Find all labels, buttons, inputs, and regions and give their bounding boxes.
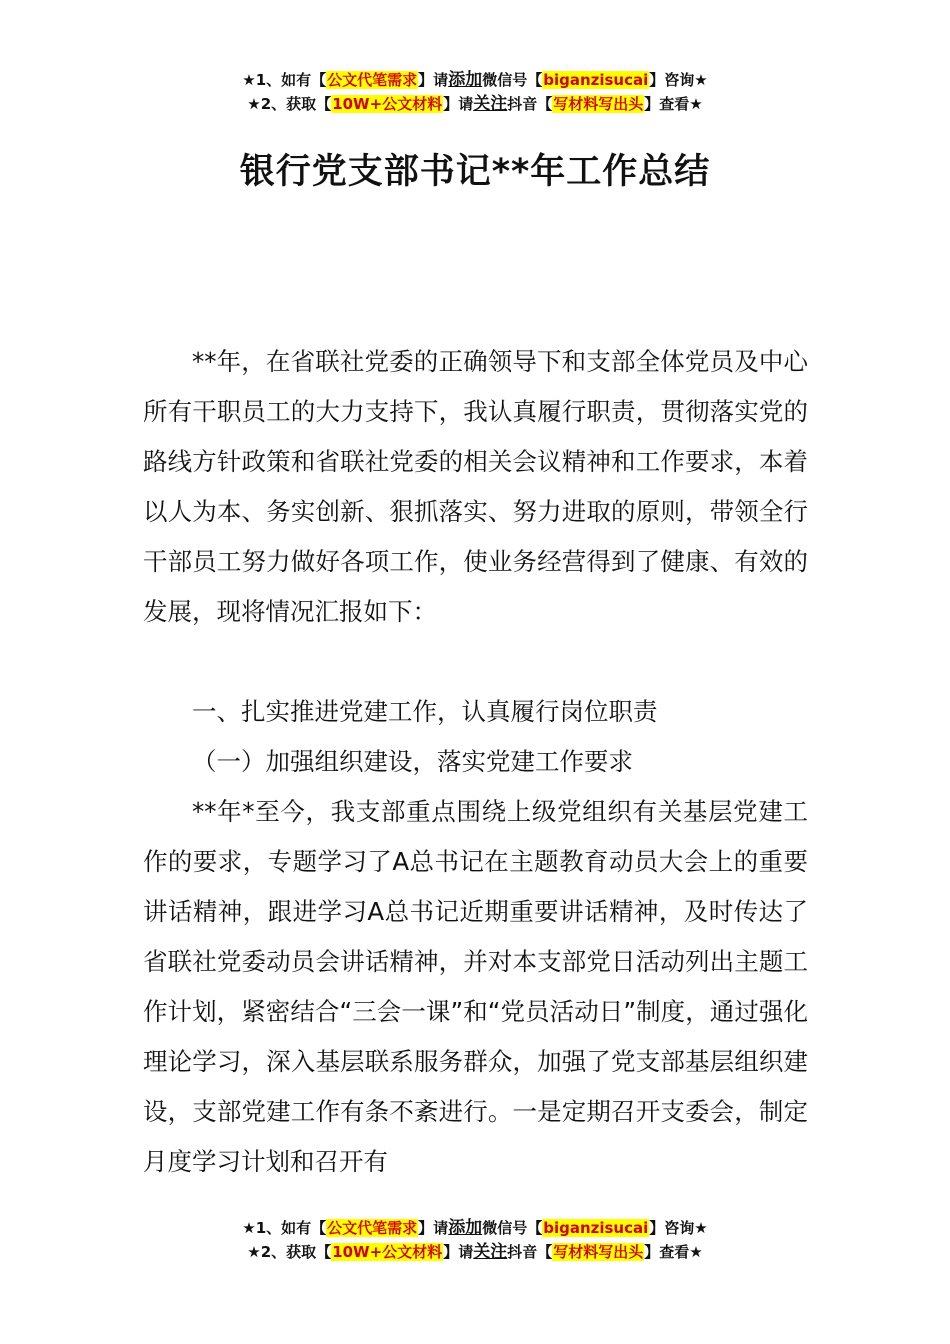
ad-line2-highlight-materials: 10W+公文材料 <box>332 95 443 113</box>
document-title: 银行党支部书记**年工作总结 <box>239 152 711 192</box>
ad-line2-mid: 】请 <box>443 95 474 113</box>
footer-ad-banner <box>0 1216 950 1264</box>
ad-line1-mid2: 微信号【 <box>482 71 543 89</box>
ad-line-2 <box>0 92 950 116</box>
footer-ad-line1-highlight-service: 公文代笔需求 <box>327 1219 418 1237</box>
section-paragraph: **年*至今，我支部重点围绕上级党组织有关基层党建工作的要求，专题学习了A总书记在主题教育动员大会上的重要讲话精神，跟进学习A总书记近期重要讲话精神，及时传达了省联社党委动员会讲话精神，并对本支部党日活动列出主题工作计划，紧密结合“三会一课”和“党员活动日”制度，通过强化理论学习，深入基层联系服务群众，加强了党支部基层组织建设，支部党建工作有条不紊进行。一是定期召开支委会，制定月度学习计划和召开有 <box>143 797 808 1176</box>
ad-line1-mid: 】请 <box>418 71 449 89</box>
ad-line-1 <box>0 68 950 92</box>
footer-ad-line-1 <box>0 1216 950 1240</box>
footer-ad-line2-douyin-id: 写材料写出头 <box>553 1243 644 1261</box>
ad-line1-highlight-service: 公文代笔需求 <box>327 71 418 89</box>
ad-line1-wechat-id: biganzisucai <box>543 71 649 89</box>
ad-line2-emphasis: 关注 <box>473 94 508 114</box>
ad-line1-suffix: 】咨询★ <box>649 71 708 89</box>
footer-ad-line1-suffix: 】咨询★ <box>649 1219 708 1237</box>
intro-paragraph: **年，在省联社党委的正确领导下和支部全体党员及中心所有干职员工的大力支持下，我认真履行职责，贯彻落实党的路线方针政策和省联社党委的相关会议精神和工作要求，本着以人为本、务实创新、狠抓落实、努力进取的原则，带领全行干部员工努力做好各项工作，使业务经营得到了健康、有效的发展，现将情况汇报如下： <box>143 347 808 626</box>
header-ad-banner <box>0 68 950 116</box>
ad-line2-mid2: 抖音【 <box>507 95 553 113</box>
footer-ad-line1-emphasis: 添加 <box>448 1218 483 1238</box>
section-one <box>143 687 808 1187</box>
footer-ad-line-2 <box>0 1240 950 1264</box>
ad-line2-prefix: ★2、获取【 <box>247 95 332 113</box>
footer-ad-line1-prefix: ★1、如有【 <box>242 1219 327 1237</box>
section-heading-1: 一、扎实推进党建工作，认真履行岗位职责 <box>192 697 658 726</box>
ad-line2-douyin-id: 写材料写出头 <box>553 95 644 113</box>
footer-ad-line1-wechat-id: biganzisucai <box>543 1219 649 1237</box>
ad-line1-emphasis: 添加 <box>448 70 483 90</box>
footer-ad-line1-mid: 】请 <box>418 1219 449 1237</box>
footer-ad-line2-mid2: 抖音【 <box>507 1243 553 1261</box>
ad-line2-suffix: 】查看★ <box>644 95 703 113</box>
intro-section <box>143 337 808 637</box>
footer-ad-line2-prefix: ★2、获取【 <box>247 1243 332 1261</box>
footer-ad-line1-mid2: 微信号【 <box>482 1219 543 1237</box>
footer-ad-line2-mid: 】请 <box>443 1243 474 1261</box>
footer-ad-line2-emphasis: 关注 <box>473 1242 508 1262</box>
footer-ad-line2-highlight-materials: 10W+公文材料 <box>332 1243 443 1261</box>
section-heading-2: （一）加强组织建设，落实党建工作要求 <box>192 747 633 776</box>
ad-line1-prefix: ★1、如有【 <box>242 71 327 89</box>
footer-ad-line2-suffix: 】查看★ <box>644 1243 703 1261</box>
